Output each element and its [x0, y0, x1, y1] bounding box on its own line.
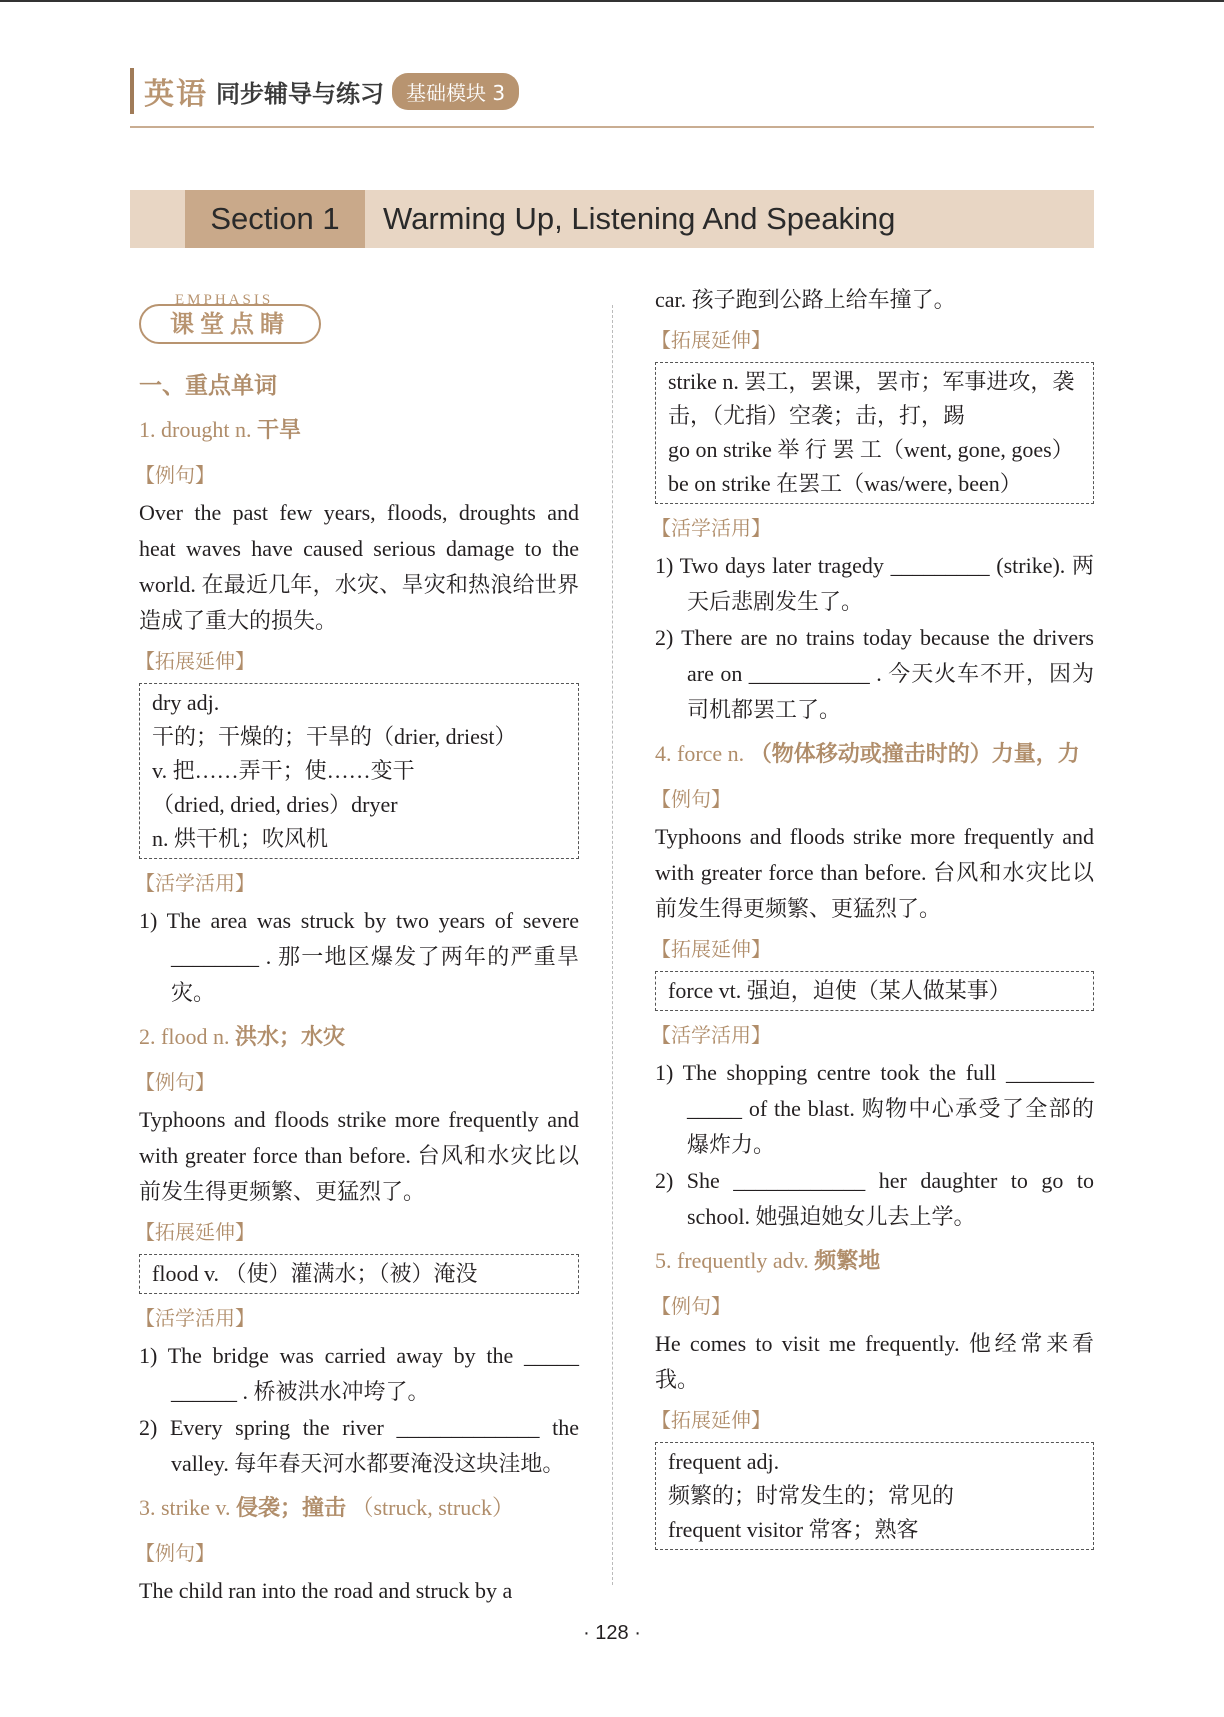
extend-line: flood v. （使）灌满水；（被）淹没: [152, 1261, 478, 1286]
extend-line: frequent adj.: [668, 1449, 780, 1474]
practice-item: 1) The bridge was carried away by the _____ ______ . 桥被洪水冲垮了。: [139, 1343, 579, 1404]
example-sentence-part1: The child ran into the road and struck by a: [139, 1578, 513, 1603]
extend-line: force vt. 强迫，迫使（某人做某事）: [668, 978, 1011, 1003]
extend-line: be on strike 在罢工（was/were, been）: [668, 471, 1022, 496]
extend-line: v. 把……弄干；使……变干: [152, 758, 415, 783]
word-meaning: （物体移动或撞击时的）力量，力: [749, 742, 1080, 767]
practice-item: 1) Two days later tragedy _________ (strike). 两天后悲剧发生了。: [655, 553, 1094, 614]
extend-box: [139, 683, 579, 859]
top-border: [0, 0, 1224, 2]
practice-item: 2) Every spring the river _____________ the valley. 每年春天河水都要淹没这块洼地。: [139, 1415, 579, 1476]
extend-box: [655, 362, 1094, 504]
section-number: Section 1: [185, 190, 365, 248]
example-label: 【例句】: [135, 1070, 215, 1094]
extend-label: 【拓展延伸】: [651, 937, 771, 961]
word-entry-drought: [139, 412, 579, 449]
example-sentence: Typhoons and floods strike more frequently and with greater force than before. 台风和水灾比以前发生得更频繁、更猛烈了。: [139, 1107, 579, 1204]
word-meaning: 侵袭；撞击: [235, 1496, 346, 1521]
word-meaning: 频繁地: [814, 1249, 881, 1274]
word-meaning: 干旱: [256, 418, 301, 443]
emphasis-pill: 课堂点睛: [139, 304, 321, 344]
example-label: 【例句】: [651, 787, 731, 811]
extend-line: 干的；干燥的；干旱的（drier, driest）: [152, 724, 517, 749]
word-head: 2. flood n.: [139, 1024, 230, 1049]
header-rule: [130, 126, 1094, 128]
example-label: 【例句】: [135, 463, 215, 487]
word-entry-frequently: [655, 1243, 1094, 1280]
example-sentence: He comes to visit me frequently. 他经常来看我。: [655, 1331, 1094, 1392]
emphasis-small-label: EMPHASIS: [175, 292, 274, 308]
left-column: [135, 282, 579, 1609]
word-meaning: 洪水；水灾: [234, 1025, 345, 1050]
extend-line: （dried, dried, dries）dryer: [152, 792, 398, 817]
word-entry-force: [655, 736, 1094, 773]
extend-line: 频繁的；时常发生的；常见的: [668, 1483, 955, 1508]
column-divider: [612, 305, 613, 1585]
practice-label: 【活学活用】: [651, 1023, 771, 1047]
practice-item: 1) The area was struck by two years of severe ________ . 那一地区爆发了两年的严重旱灾。: [139, 908, 579, 1005]
word-forms: （struck, struck）: [351, 1495, 514, 1520]
extend-line: frequent visitor 常客；熟客: [668, 1517, 919, 1542]
practice-item: 2) There are no trains today because the drivers are on ___________ . 今天火车不开，因为司机都罢工了。: [655, 625, 1094, 722]
page-header: [130, 66, 519, 116]
extend-line: n. 烘干机；吹风机: [152, 826, 329, 851]
section-title: Warming Up, Listening And Speaking: [383, 201, 896, 236]
word-head: 1. drought n.: [139, 417, 252, 442]
example-sentence: Over the past few years, floods, droughts and heat waves have caused serious damage to the world. 在最近几年，水灾、旱灾和热浪给世界造成了重大的损失。: [139, 500, 579, 633]
extend-line: dry adj.: [152, 690, 220, 715]
header-accent-bar: [130, 68, 134, 114]
emphasis-tag: [139, 282, 579, 362]
word-head: 5. frequently adv.: [655, 1248, 809, 1273]
header-badge: 基础模块 3: [392, 73, 519, 110]
word-head: 4. force n.: [655, 741, 745, 766]
extend-label: 【拓展延伸】: [651, 328, 771, 352]
practice-label: 【活学活用】: [135, 1306, 255, 1330]
header-subtitle: 同步辅导与练习: [216, 79, 384, 108]
extend-box: [139, 1254, 579, 1294]
example-label: 【例句】: [651, 1294, 731, 1318]
header-title: 英语: [144, 77, 208, 112]
word-entry-flood: [139, 1019, 579, 1056]
section-heading: 一、重点单词: [139, 373, 277, 399]
example-label: 【例句】: [135, 1541, 215, 1565]
practice-label: 【活学活用】: [135, 871, 255, 895]
extend-box: [655, 971, 1094, 1011]
example-sentence: Typhoons and floods strike more frequently and with greater force than before. 台风和水灾比以前发生得更频繁、更猛烈了。: [655, 824, 1094, 921]
extend-label: 【拓展延伸】: [651, 1408, 771, 1432]
extend-label: 【拓展延伸】: [135, 1220, 255, 1244]
extend-label: 【拓展延伸】: [135, 649, 255, 673]
section-banner: [130, 190, 1094, 248]
extend-line: go on strike 举 行 罢 工（went, gone, goes）: [668, 437, 1074, 462]
word-head: 3. strike v.: [139, 1495, 231, 1520]
practice-label: 【活学活用】: [651, 516, 771, 540]
practice-item: 2) She ____________ her daughter to go to school. 她强迫她女儿去上学。: [655, 1168, 1094, 1229]
extend-box: [655, 1442, 1094, 1550]
example-sentence-part2: car. 孩子跑到公路上给车撞了。: [655, 287, 956, 312]
word-entry-strike: [139, 1490, 579, 1527]
right-column: [651, 282, 1094, 1556]
extend-line: strike n. 罢工，罢课，罢市；军事进攻，袭击，（尤指）空袭；击，打，踢: [668, 369, 1075, 428]
page-number: · 128 ·: [583, 1622, 641, 1644]
practice-item: 1) The shopping centre took the full ________ _____ of the blast. 购物中心承受了全部的爆炸力。: [655, 1060, 1094, 1157]
